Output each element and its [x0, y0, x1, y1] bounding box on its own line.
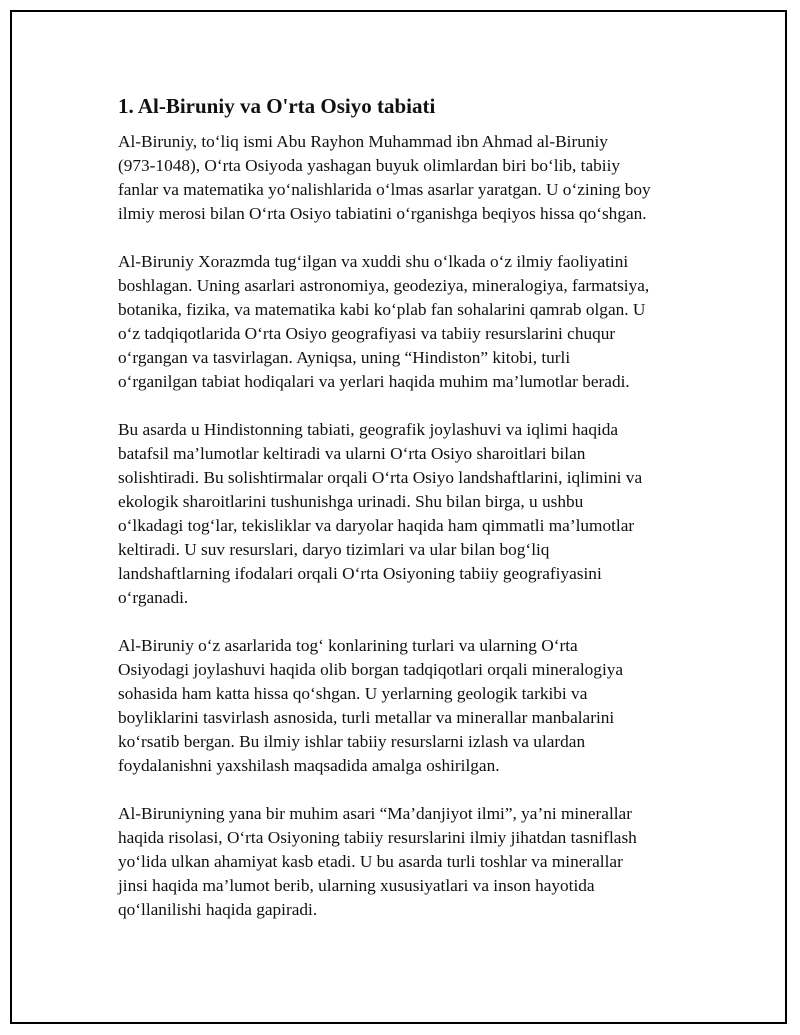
text-line: keltiradi. U suv resurslari, daryo tizimlari va ular bilan bog‘liq — [118, 540, 550, 559]
text-line: solishtiradi. Bu solishtirmalar orqali O‘rta Osiyo landshaftlarini, iqlimini va — [118, 468, 643, 487]
text-line: o‘rganilgan tabiat hodiqalari va yerlari haqida muhim ma’lumotlar beradi. — [118, 372, 630, 391]
section-heading: 1. Al-Biruniy va O'rta Osiyo tabiati — [118, 94, 436, 118]
paragraph-1 — [118, 130, 690, 226]
text-line: Osiyodagi joylashuvi haqida olib borgan tadqiqotlari orqali mineralogiya — [118, 660, 624, 679]
text-line: botanika, fizika, va matematika kabi ko‘plab fan sohalarini qamrab olgan. U — [118, 300, 646, 319]
text-line: landshaftlarning ifodalari orqali O‘rta Osiyoning tabiiy geografiyasini — [118, 564, 602, 583]
text-line: haqida risolasi, O‘rta Osiyoning tabiiy resurslarini ilmiy jihatdan tasniflash — [118, 828, 637, 847]
text-line: qo‘llanilishi haqida gapiradi. — [118, 900, 318, 919]
text-line: jinsi haqida ma’lumot berib, ularning xususiyatlari va inson hayotida — [118, 876, 595, 895]
document-body — [118, 92, 690, 946]
text-line: ilmiy merosi bilan O‘rta Osiyo tabiatini o‘rganishga beqiyos hissa qo‘shgan. — [118, 204, 647, 223]
text-line: Bu asarda u Hindistonning tabiati, geografik joylashuvi va iqlimi haqida — [118, 420, 619, 439]
text-line: Al-Biruniy o‘z asarlarida tog‘ konlarining turlari va ularning O‘rta — [118, 636, 578, 655]
text-line: o‘rganadi. — [118, 588, 189, 607]
text-line: Al-Biruniy Xorazmda tug‘ilgan va xuddi shu o‘lkada o‘z ilmiy faoliyatini — [118, 252, 629, 271]
text-line: o‘rgangan va tasvirlagan. Ayniqsa, uning “Hindiston” kitobi, turli — [118, 348, 571, 367]
text-line: Al-Biruniyning yana bir muhim asari “Ma’danjiyot ilmi”, ya’ni minerallar — [118, 804, 632, 823]
text-line: batafsil ma’lumotlar keltiradi va ularni O‘rta Osiyo sharoitlari bilan — [118, 444, 586, 463]
text-line: foydalanishni yaxshilash maqsadida amalga oshirilgan. — [118, 756, 500, 775]
text-line: sohasida ham katta hissa qo‘shgan. U yerlarning geologik tarkibi va — [118, 684, 588, 703]
paragraph-5 — [118, 802, 690, 922]
paragraph-2 — [118, 250, 690, 394]
text-line: o‘lkadagi tog‘lar, tekisliklar va daryolar haqida ham qimmatli ma’lumotlar — [118, 516, 635, 535]
text-line: fanlar va matematika yo‘nalishlarida o‘lmas asarlar yaratgan. U o‘zining boy — [118, 180, 651, 199]
text-line: (973-1048), O‘rta Osiyoda yashagan buyuk olimlardan biri bo‘lib, tabiiy — [118, 156, 621, 175]
text-line: ekologik sharoitlarini tushunishga urinadi. Shu bilan birga, u ushbu — [118, 492, 584, 511]
text-line: boyliklarini tasvirlash asnosida, turli metallar va minerallar manbalarini — [118, 708, 615, 727]
text-line: Al-Biruniy, to‘liq ismi Abu Rayhon Muhammad ibn Ahmad al-Biruniy — [118, 132, 608, 151]
text-line: boshlagan. Uning asarlari astronomiya, geodeziya, mineralogiya, farmatsiya, — [118, 276, 650, 295]
paragraph-3 — [118, 418, 690, 610]
text-line: yo‘lida ulkan ahamiyat kasb etadi. U bu asarda turli toshlar va minerallar — [118, 852, 623, 871]
text-line: ko‘rsatib bergan. Bu ilmiy ishlar tabiiy resurslarni izlash va ulardan — [118, 732, 586, 751]
paragraph-4 — [118, 634, 690, 778]
text-line: o‘z tadqiqotlarida O‘rta Osiyo geografiyasi va tabiiy resurslarini chuqur — [118, 324, 616, 343]
